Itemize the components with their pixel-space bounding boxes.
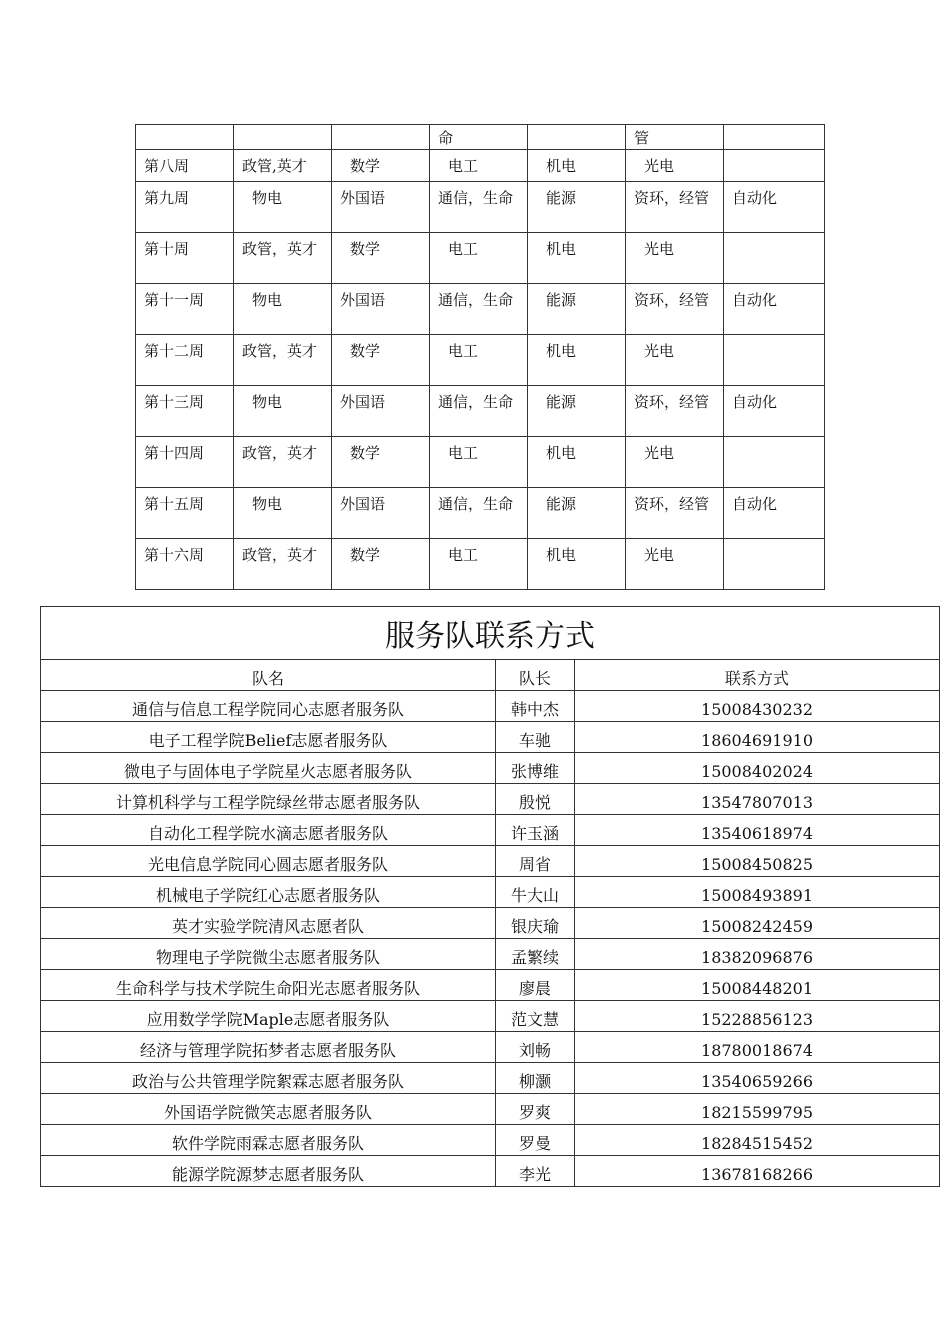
- schedule-cell: 电工: [430, 335, 528, 386]
- schedule-cell: [136, 125, 234, 150]
- phone-number: 18780018674: [575, 1032, 940, 1063]
- schedule-cell: 通信，生命: [430, 386, 528, 437]
- captain-name: 罗曼: [496, 1125, 575, 1156]
- schedule-cell: 自动化: [724, 386, 825, 437]
- contact-row: [41, 722, 940, 753]
- contact-row: [41, 1156, 940, 1187]
- team-name: 物理电子学院微尘志愿者服务队: [41, 939, 496, 970]
- schedule-cell: 通信，生命: [430, 488, 528, 539]
- team-name: 经济与管理学院拓梦者志愿者服务队: [41, 1032, 496, 1063]
- team-name: 外国语学院微笑志愿者服务队: [41, 1094, 496, 1125]
- contact-row: [41, 1125, 940, 1156]
- schedule-row: [136, 284, 825, 335]
- contact-row: [41, 908, 940, 939]
- contact-row: [41, 815, 940, 846]
- team-name: 软件学院雨霖志愿者服务队: [41, 1125, 496, 1156]
- schedule-cell: 电工: [430, 437, 528, 488]
- contact-row: [41, 1063, 940, 1094]
- schedule-cell: 政管，英才: [234, 437, 332, 488]
- schedule-body: [136, 125, 825, 590]
- schedule-row: [136, 386, 825, 437]
- schedule-cell: 能源: [528, 386, 626, 437]
- captain-name: 车驰: [496, 722, 575, 753]
- schedule-row: [136, 233, 825, 284]
- captain-name: 刘畅: [496, 1032, 575, 1063]
- schedule-cell: 政管，英才: [234, 233, 332, 284]
- schedule-row: [136, 182, 825, 233]
- phone-number: 15008242459: [575, 908, 940, 939]
- captain-name: 廖晨: [496, 970, 575, 1001]
- schedule-cell: 资环，经管: [626, 488, 724, 539]
- team-name: 计算机科学与工程学院绿丝带志愿者服务队: [41, 784, 496, 815]
- captain-name: 罗爽: [496, 1094, 575, 1125]
- contact-row: [41, 1032, 940, 1063]
- schedule-cell: 资环，经管: [626, 182, 724, 233]
- week-label: 第十二周: [136, 335, 234, 386]
- schedule-cell: 电工: [430, 233, 528, 284]
- header-team-name: 队名: [41, 660, 496, 691]
- captain-name: 柳灏: [496, 1063, 575, 1094]
- schedule-cell: [724, 233, 825, 284]
- schedule-cell: 电工: [430, 150, 528, 182]
- team-name: 微电子与固体电子学院星火志愿者服务队: [41, 753, 496, 784]
- team-name: 电子工程学院Belief志愿者服务队: [41, 722, 496, 753]
- contact-row: [41, 877, 940, 908]
- schedule-cell: [724, 150, 825, 182]
- schedule-cell: [724, 437, 825, 488]
- schedule-cell: 物电: [234, 182, 332, 233]
- captain-name: 张博维: [496, 753, 575, 784]
- contact-row: [41, 784, 940, 815]
- schedule-cell: 外国语: [332, 182, 430, 233]
- schedule-cell: 资环，经管: [626, 284, 724, 335]
- week-label: 第十三周: [136, 386, 234, 437]
- contact-row: [41, 753, 940, 784]
- schedule-row: [136, 335, 825, 386]
- contact-row: [41, 939, 940, 970]
- contact-row: [41, 1001, 940, 1032]
- team-name: 能源学院源梦志愿者服务队: [41, 1156, 496, 1187]
- schedule-cell: 数学: [332, 539, 430, 590]
- contact-row: [41, 846, 940, 877]
- contact-row: [41, 1094, 940, 1125]
- schedule-cell: 自动化: [724, 284, 825, 335]
- schedule-cell: [724, 539, 825, 590]
- phone-number: 18215599795: [575, 1094, 940, 1125]
- schedule-row: [136, 437, 825, 488]
- header-contact: 联系方式: [575, 660, 940, 691]
- schedule-cell: [724, 335, 825, 386]
- schedule-cell: 自动化: [724, 182, 825, 233]
- schedule-cell: 通信，生命: [430, 182, 528, 233]
- team-name: 应用数学学院Maple志愿者服务队: [41, 1001, 496, 1032]
- schedule-cell: 电工: [430, 539, 528, 590]
- schedule-row-continued: [136, 125, 825, 150]
- phone-number: 18284515452: [575, 1125, 940, 1156]
- captain-name: 许玉涵: [496, 815, 575, 846]
- schedule-cell: 机电: [528, 150, 626, 182]
- schedule-cell: 光电: [626, 233, 724, 284]
- contact-row: [41, 970, 940, 1001]
- contact-body: [41, 607, 940, 1187]
- team-name: 光电信息学院同心圆志愿者服务队: [41, 846, 496, 877]
- week-label: 第十五周: [136, 488, 234, 539]
- team-name: 生命科学与技术学院生命阳光志愿者服务队: [41, 970, 496, 1001]
- phone-number: 15008448201: [575, 970, 940, 1001]
- contact-title-row: [41, 607, 940, 660]
- captain-name: 范文慧: [496, 1001, 575, 1032]
- week-label: 第十一周: [136, 284, 234, 335]
- phone-number: 15008430232: [575, 691, 940, 722]
- schedule-cell: 数学: [332, 335, 430, 386]
- schedule-cell: 命: [430, 125, 528, 150]
- team-name: 机械电子学院红心志愿者服务队: [41, 877, 496, 908]
- schedule-cell: [724, 125, 825, 150]
- captain-name: 银庆瑜: [496, 908, 575, 939]
- week-label: 第九周: [136, 182, 234, 233]
- team-name: 通信与信息工程学院同心志愿者服务队: [41, 691, 496, 722]
- phone-number: 13540659266: [575, 1063, 940, 1094]
- captain-name: 孟繁续: [496, 939, 575, 970]
- contact-row: [41, 691, 940, 722]
- week-label: 第八周: [136, 150, 234, 182]
- schedule-cell: 政管，英才: [234, 335, 332, 386]
- phone-number: 15228856123: [575, 1001, 940, 1032]
- schedule-cell: 政管,英才: [234, 150, 332, 182]
- captain-name: 牛大山: [496, 877, 575, 908]
- schedule-cell: 外国语: [332, 488, 430, 539]
- schedule-cell: 资环，经管: [626, 386, 724, 437]
- captain-name: 周省: [496, 846, 575, 877]
- schedule-cell: 政管，英才: [234, 539, 332, 590]
- phone-number: 15008450825: [575, 846, 940, 877]
- captain-name: 殷悦: [496, 784, 575, 815]
- schedule-cell: 能源: [528, 182, 626, 233]
- phone-number: 15008493891: [575, 877, 940, 908]
- phone-number: 15008402024: [575, 753, 940, 784]
- schedule-cell: 机电: [528, 437, 626, 488]
- schedule-cell: 物电: [234, 488, 332, 539]
- schedule-cell: 管: [626, 125, 724, 150]
- week-label: 第十周: [136, 233, 234, 284]
- schedule-cell: 物电: [234, 284, 332, 335]
- week-label: 第十六周: [136, 539, 234, 590]
- captain-name: 韩中杰: [496, 691, 575, 722]
- team-name: 英才实验学院清风志愿者队: [41, 908, 496, 939]
- schedule-cell: 外国语: [332, 284, 430, 335]
- schedule-cell: 数学: [332, 150, 430, 182]
- schedule-row: [136, 488, 825, 539]
- phone-number: 18604691910: [575, 722, 940, 753]
- week-label: 第十四周: [136, 437, 234, 488]
- team-name: 自动化工程学院水滴志愿者服务队: [41, 815, 496, 846]
- schedule-cell: 机电: [528, 539, 626, 590]
- schedule-cell: 光电: [626, 437, 724, 488]
- schedule-row: [136, 150, 825, 182]
- phone-number: 18382096876: [575, 939, 940, 970]
- phone-number: 13678168266: [575, 1156, 940, 1187]
- schedule-cell: 通信，生命: [430, 284, 528, 335]
- schedule-cell: 机电: [528, 233, 626, 284]
- schedule-cell: 机电: [528, 335, 626, 386]
- schedule-table: [135, 124, 825, 590]
- contact-header-row: [41, 660, 940, 691]
- schedule-cell: [234, 125, 332, 150]
- schedule-cell: 光电: [626, 539, 724, 590]
- schedule-cell: 光电: [626, 335, 724, 386]
- schedule-row: [136, 539, 825, 590]
- header-captain: 队长: [496, 660, 575, 691]
- schedule-cell: 物电: [234, 386, 332, 437]
- schedule-cell: [528, 125, 626, 150]
- schedule-cell: 自动化: [724, 488, 825, 539]
- schedule-cell: 外国语: [332, 386, 430, 437]
- schedule-cell: 能源: [528, 488, 626, 539]
- schedule-cell: [332, 125, 430, 150]
- schedule-cell: 光电: [626, 150, 724, 182]
- captain-name: 李光: [496, 1156, 575, 1187]
- schedule-cell: 数学: [332, 233, 430, 284]
- schedule-cell: 能源: [528, 284, 626, 335]
- phone-number: 13540618974: [575, 815, 940, 846]
- contact-table: [40, 606, 940, 1187]
- phone-number: 13547807013: [575, 784, 940, 815]
- contact-title: 服务队联系方式: [41, 607, 940, 660]
- team-name: 政治与公共管理学院絮霖志愿者服务队: [41, 1063, 496, 1094]
- schedule-cell: 数学: [332, 437, 430, 488]
